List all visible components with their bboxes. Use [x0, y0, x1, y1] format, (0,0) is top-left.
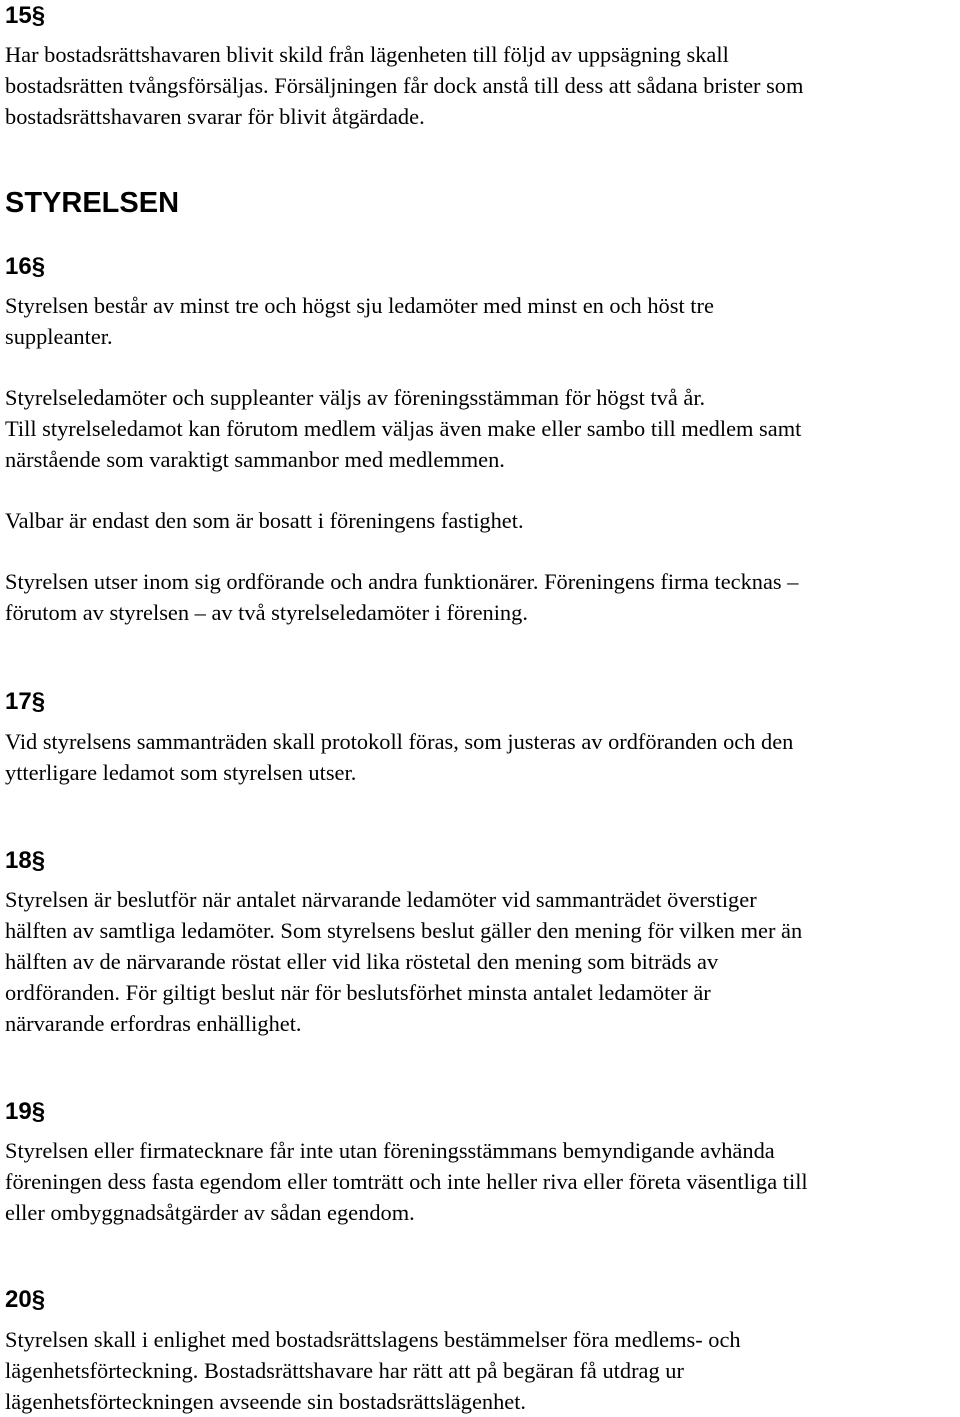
section-20-heading: 20§ — [5, 1286, 46, 1313]
section-16-paragraph-1 — [5, 290, 960, 352]
section-19-paragraph-1 — [5, 1135, 960, 1228]
chapter-title: STYRELSEN — [5, 187, 180, 219]
text-line: Styrelsen skall i enlighet med bostadsrättslagens bestämmelser föra medlems- och — [5, 1327, 741, 1352]
text-line: Styrelseledamöter och suppleanter väljs av föreningsstämman för högst två år. — [5, 385, 706, 410]
section-17-heading: 17§ — [5, 688, 46, 715]
section-16-heading: 16§ — [5, 253, 46, 280]
text-line: hälften av samtliga ledamöter. Som styrelsens beslut gäller den mening för vilken mer än — [5, 918, 803, 943]
text-line: lägenhetsförteckningen avseende sin bostadsrättslägenhet. — [5, 1389, 527, 1414]
section-16-paragraph-2 — [5, 382, 960, 475]
section-16-paragraph-4 — [5, 566, 960, 628]
text-line: Styrelsen består av minst tre och högst sju ledamöter med minst en och höst tre — [5, 293, 714, 318]
text-line: föreningen dess fasta egendom eller tomträtt och inte heller riva eller företa väsentliga till — [5, 1169, 808, 1194]
text-line: hälften av de närvarande röstat eller vid lika röstetal den mening som biträds av — [5, 949, 719, 974]
section-20-paragraph-1 — [5, 1324, 960, 1417]
text-line: Vid styrelsens sammanträden skall protokoll föras, som justeras av ordföranden och den — [5, 729, 794, 754]
text-line: bostadsrättshavaren svarar för blivit åtgärdade. — [5, 104, 425, 129]
text-line: ordföranden. För giltigt beslut när för beslutsförhet minsta antalet ledamöter är — [5, 980, 711, 1005]
section-18-paragraph-1 — [5, 884, 960, 1039]
text-line: Styrelsen eller firmatecknare får inte utan föreningsstämmans bemyndigande avhända — [5, 1138, 775, 1163]
text-line: Till styrelseledamot kan förutom medlem väljas även make eller sambo till medlem samt — [5, 416, 802, 441]
section-15-paragraph-1 — [5, 39, 960, 132]
text-line: Har bostadsrättshavaren blivit skild från lägenheten till följd av uppsägning skall — [5, 42, 729, 67]
text-line: närvarande erfordras enhällighet. — [5, 1011, 302, 1036]
section-17-paragraph-1 — [5, 726, 960, 788]
text-line: Valbar är endast den som är bosatt i föreningens fastighet. — [5, 508, 524, 533]
section-16-paragraph-3 — [5, 505, 960, 536]
text-line: Styrelsen är beslutför när antalet närvarande ledamöter vid sammanträdet överstiger — [5, 887, 757, 912]
text-line: Styrelsen utser inom sig ordförande och andra funktionärer. Föreningens firma tecknas – — [5, 569, 799, 594]
text-line: närstående som varaktigt sammanbor med medlemmen. — [5, 447, 505, 472]
section-15-heading: 15§ — [5, 2, 46, 29]
text-line: förutom av styrelsen – av två styrelseledamöter i förening. — [5, 600, 528, 625]
section-18-heading: 18§ — [5, 847, 46, 874]
text-line: suppleanter. — [5, 324, 113, 349]
section-19-heading: 19§ — [5, 1098, 46, 1125]
text-line: bostadsrätten tvångsförsäljas. Försäljningen får dock anstå till dess att sådana brister som — [5, 73, 804, 98]
text-line: eller ombyggnadsåtgärder av sådan egendom. — [5, 1200, 415, 1225]
text-line: ytterligare ledamot som styrelsen utser. — [5, 760, 357, 785]
text-line: lägenhetsförteckning. Bostadsrättshavare har rätt att på begäran få utdrag ur — [5, 1358, 684, 1383]
